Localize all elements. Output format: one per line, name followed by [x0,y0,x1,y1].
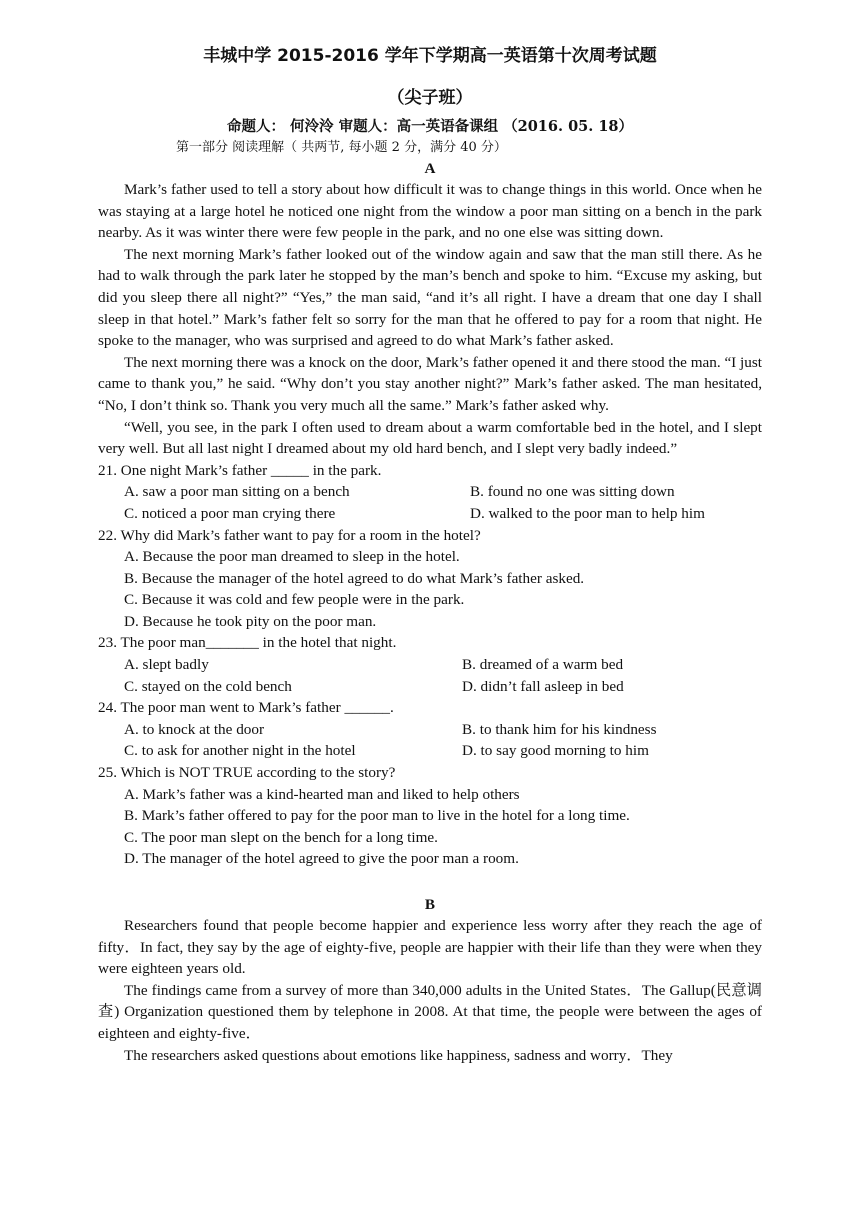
option-d[interactable]: D. The manager of the hotel agreed to give the poor man a room. [124,850,519,868]
option-c[interactable]: C. noticed a poor man crying there [124,504,336,522]
question-21 [98,460,762,525]
option-b[interactable]: B. dreamed of a warm bed [462,656,624,674]
option-a[interactable]: A. saw a poor man sitting on a bench [124,483,350,501]
options [124,546,762,632]
author-line: 命题人： 何泠泠 审题人：高一英语备课组 （2016. 05. 18） [226,118,634,135]
option-d[interactable]: D. to say good morning to him [462,742,649,760]
question-stem: 21. One night Mark’s father _____ in the park. [98,461,382,479]
passage-paragraph: Researchers found that people become happier and experience less worry after they reach the age of fifty．In fact, they say by the age of eighty-five, people are happier with their life than they were when they were eighteen years old. [98,917,762,978]
option-d[interactable]: D. Because he took pity on the poor man. [124,612,377,630]
passage-paragraph: Mark’s father used to tell a story about how difficult it was to change things in this world. Once when he was staying at a large hotel he noticed one night from the window a poor man sitting on a bench in the park nearby. As it was winter there were few people in the park, and no one else was sitting down. [98,181,762,242]
passage-a [98,179,762,460]
option-d[interactable]: D. walked to the poor man to help him [470,504,705,522]
options [124,481,762,524]
option-b[interactable]: B. Mark’s father offered to pay for the poor man to live in the hotel for a long time. [124,807,630,825]
option-a[interactable]: A. slept badly [124,656,209,674]
options [124,784,762,870]
option-d[interactable]: D. didn’t fall asleep in bed [462,677,624,695]
section-b-label: B [424,896,436,913]
option-b[interactable]: B. found no one was sitting down [470,483,675,501]
exam-page [98,42,762,1066]
question-25 [98,762,762,870]
option-c[interactable]: C. Because it was cold and few people were in the park. [124,591,465,609]
option-c[interactable]: C. to ask for another night in the hotel [124,742,356,760]
option-a[interactable]: A. Because the poor man dreamed to sleep in the hotel. [124,548,460,566]
section-a-label: A [424,160,436,177]
class-label: （尖子班） [387,88,473,108]
question-stem: 25. Which is NOT TRUE according to the story? [98,764,396,782]
question-22 [98,525,762,633]
question-stem: 24. The poor man went to Mark’s father ______. [98,699,394,717]
option-b[interactable]: B. Because the manager of the hotel agreed to do what Mark’s father asked. [124,569,585,587]
option-a[interactable]: A. Mark’s father was a kind-hearted man and liked to help others [124,785,520,803]
option-c[interactable]: C. The poor man slept on the bench for a long time. [124,828,438,846]
passage-b [98,915,762,1066]
part-heading: 第一部分 阅读理解（ 共两节, 每小题 2 分，满分 40 分） [176,140,507,155]
options [124,719,762,762]
passage-paragraph: The researchers asked questions about emotions like happiness, sadness and worry．They [124,1046,673,1064]
question-stem: 23. The poor man_______ in the hotel that night. [98,634,397,652]
option-a[interactable]: A. to knock at the door [124,720,265,738]
passage-paragraph: The findings came from a survey of more than 340,000 adults in the United States．The Gallup(民意调查) Organization questioned them by telephone in 2008. At that time, the people were between the ages of eighteen and eighty-five． [98,981,762,1042]
option-b[interactable]: B. to thank him for his kindness [462,720,657,738]
passage-paragraph: “Well, you see, in the park I often used to dream about a warm comfortable bed in the hotel, and I slept very well. But all last night I dreamed about my old hard bench, and I slept very badly indeed.” [98,418,762,458]
question-stem: 22. Why did Mark’s father want to pay for a room in the hotel? [98,526,481,544]
options [124,654,762,697]
passage-paragraph: The next morning Mark’s father looked out of the window again and saw that the man still there. As he had to walk through the park later he stopped by the man’s bench and spoke to him. “Excuse my asking, but did you sleep there all night?” “Yes,” the man said, “and it’s all right. I have a dream that one day I shall sleep in that hotel.” Mark’s father felt so sorry for the man that he offered to pay for a room that night. He spoke to the manager, who was surprised and agreed to do what Mark’s father asked. [98,245,762,350]
question-24 [98,697,762,762]
passage-paragraph: The next morning there was a knock on the door, Mark’s father opened it and there stood the man. “I just came to thank you,” he said. “Why don’t you stay another night?” Mark’s father asked. The man hesitated, “No, I don’t think so. Thank you very much all the same.” Mark’s father asked why. [98,353,762,414]
exam-title: 丰城中学 2015-2016 学年下学期高一英语第十次周考试题 [203,46,657,66]
option-c[interactable]: C. stayed on the cold bench [124,677,292,695]
question-23 [98,632,762,697]
